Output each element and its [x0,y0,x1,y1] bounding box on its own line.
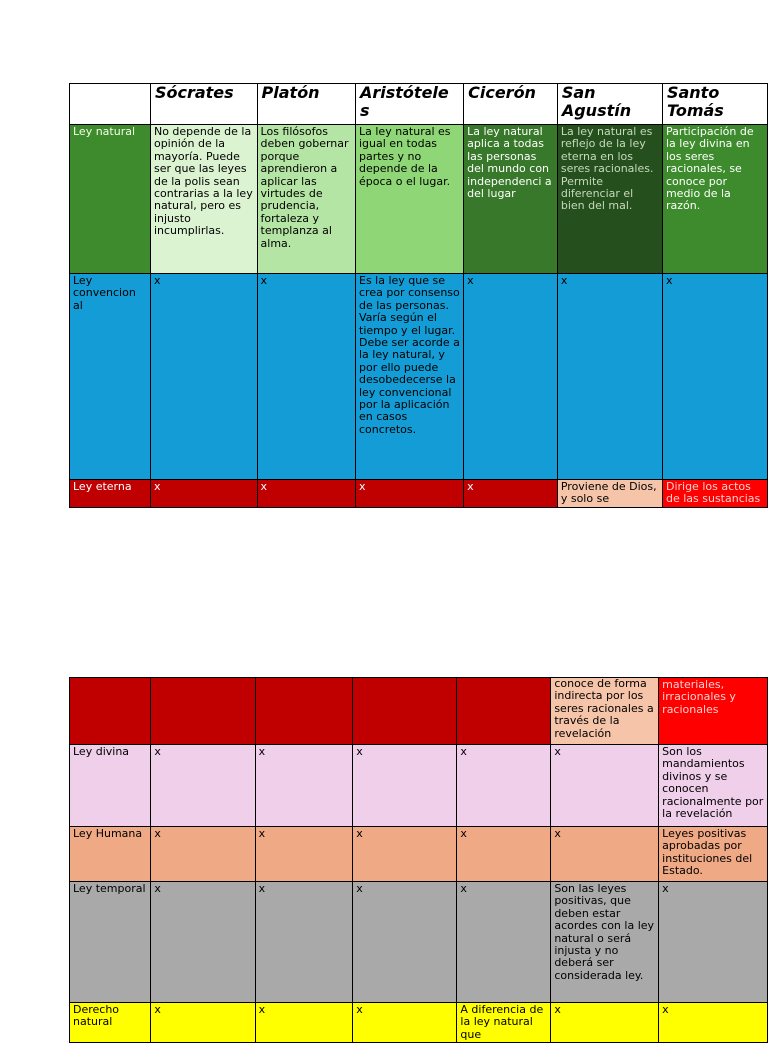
table-row-ley-convencional [70,274,768,480]
row-label: Derecho natural [70,1003,151,1043]
table-cell: x [151,882,255,1003]
table-cell: Leyes positivas aprobadas por instituciones del Estado. [659,827,768,882]
row-label: Ley eterna [70,480,151,508]
table-cell: La ley natural es igual en todas partes y no depende de la época o el lugar. [356,125,464,274]
table-cell: x [551,1003,659,1043]
table-cell: x [659,882,768,1003]
table-cell: La ley natural es reflejo de la ley eterna en los seres racionales. Permite diferenciar el bien del mal. [557,125,662,274]
table-cell [151,678,255,745]
table-cell: La ley natural aplica a todas las personas del mundo con independenci a del lugar [464,125,558,274]
table-cell: x [464,480,558,508]
row-label: Ley Humana [70,827,151,882]
table-cell: Participación de la ley divina en los seres racionales, se conoce por medio de la razón. [662,125,767,274]
table-cell: x [255,827,353,882]
table-cell: Son los mandamientos divinos y se conocen racionalmente por la revelación [659,745,768,827]
table-cell: x [557,274,662,480]
header-aristoteles: Aristótele s [356,84,464,125]
table-cell: x [255,745,353,827]
table-cell: No depende de la opinión de la mayoría. Puede ser que las leyes de la polis sean contrarias a la ley natural, pero es injusto incumplirlas. [150,125,257,274]
table-cell [457,678,551,745]
table-cell: x [257,274,355,480]
header-santo-tomas: Santo Tomás [662,84,767,125]
table-cell: x [255,882,353,1003]
table-cell: x [151,1003,255,1043]
table-cell: x [551,827,659,882]
table-cell: x [151,745,255,827]
table-cell: Es la ley que se crea por consenso de las personas. Varía según el tiempo y el lugar. Debe ser acorde a la ley natural, y por ello puede desobedecerse la ley convencional por la aplicación en casos concretos. [356,274,464,480]
table-cell: x [353,1003,457,1043]
table-cell: x [464,274,558,480]
table-cell: Proviene de Dios, y solo se [557,480,662,508]
table-cell: x [353,745,457,827]
table-cell: x [457,745,551,827]
table-cell: materiales, irracionales y racionales [659,678,768,745]
table-cell: x [151,827,255,882]
table-cell: x [356,480,464,508]
table-cell: Son las leyes positivas, que deben estar acordes con la ley natural o será injusta y no deberá ser considerada ley. [551,882,659,1003]
table-cell: Los filósofos deben gobernar porque aprendieron a aplicar las virtudes de prudencia, fortaleza y templanza al alma. [257,125,355,274]
row-label: Ley natural [70,125,151,274]
table-cell: x [457,827,551,882]
table-row-derecho-natural [70,1003,768,1043]
table-cell: x [150,480,257,508]
table-cell: x [150,274,257,480]
table-cell: x [255,1003,353,1043]
table-row-ley-natural [70,125,768,274]
table-cell: x [457,882,551,1003]
row-label: Ley divina [70,745,151,827]
table-cell: x [353,827,457,882]
table-cell: x [551,745,659,827]
table-cell: x [659,1003,768,1043]
table-cell: x [353,882,457,1003]
table-cell: Dirige los actos de las sustancias [662,480,767,508]
table-row-ley-humana [70,827,768,882]
table-cell: A diferencia de la ley natural que [457,1003,551,1043]
philosophers-law-table-continued [69,677,768,1043]
philosophers-law-table [69,83,768,508]
table-cell: x [257,480,355,508]
table-row-ley-divina [70,745,768,827]
header-platon: Platón [257,84,355,125]
header-row [70,84,768,125]
table-row-ley-eterna-continued [70,678,768,745]
table-cell: x [662,274,767,480]
header-ciceron: Cicerón [464,84,558,125]
table-cell: conoce de forma indirecta por los seres racionales a través de la revelación [551,678,659,745]
table-cell [255,678,353,745]
row-label: Ley temporal [70,882,151,1003]
row-label: Ley convencion al [70,274,151,480]
table-cell [353,678,457,745]
table-row-ley-eterna [70,480,768,508]
table-row-ley-temporal [70,882,768,1003]
header-empty [70,84,151,125]
header-socrates: Sócrates [150,84,257,125]
header-san-agustin: San Agustín [557,84,662,125]
row-label [70,678,151,745]
